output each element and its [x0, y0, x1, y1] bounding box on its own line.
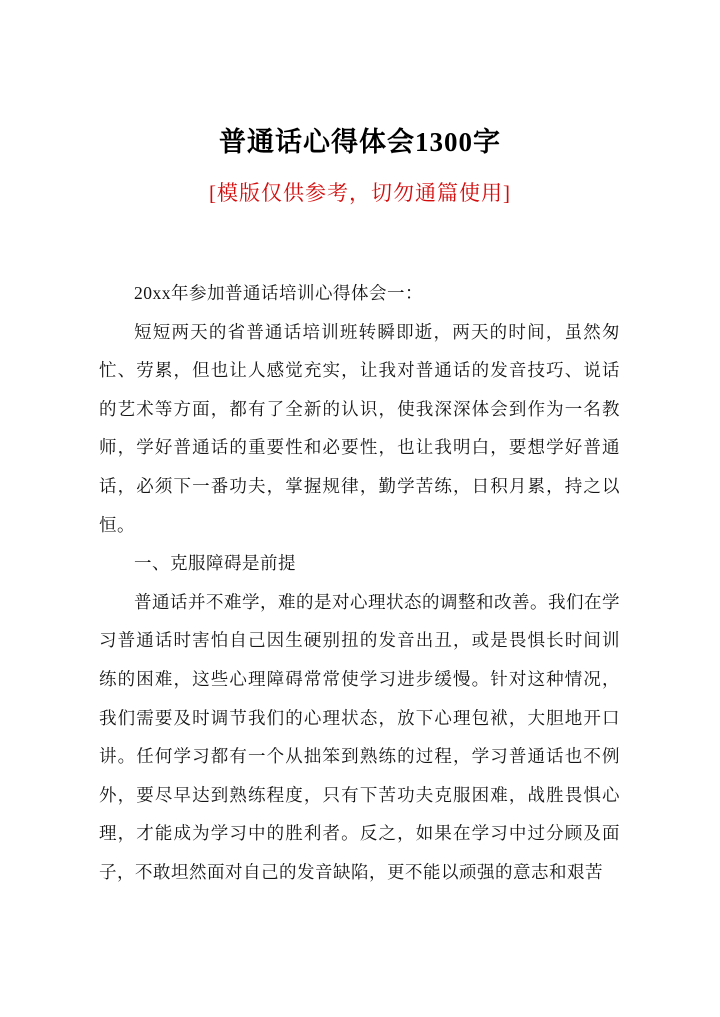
paragraph-body-2: 普通话并不难学，难的是对心理状态的调整和改善。我们在学习普通话时害怕自己因生硬别扭的发音出丑，或是畏惧长时间训练的困难，这些心理障碍常常使学习进步缓慢。针对这种情况，我们需要及时调节我们的心理状态，放下心理包袱，大胆地开口讲。任何学习都有一个从拙笨到熟练的过程，学习普通话也不例外，要尽早达到熟练程度，只有下苦功夫克服困难，战胜畏惧心理，才能成为学习中的胜利者。反之，如果在学习中过分顾及面子，不敢坦然面对自己的发音缺陷，更不能以顽强的意志和艰苦: [99, 591, 620, 882]
paragraph-section-heading: 一、克服障碍是前提: [134, 553, 296, 574]
paragraph-intro: 20xx年参加普通话培训心得体会一：: [134, 283, 423, 303]
paragraph-body-1: 短短两天的省普通话培训班转瞬即逝，两天的时间，虽然匆忙、劳累，但也让人感觉充实，让我对普通话的发音技巧、说话的艺术等方面，都有了全新的认识，使我深深体会到作为一名教师，学好普通话的重要性和必要性，也让我明白，要想学好普通话，必须下一番功夫，掌握规律，勤学苦练，日积月累，持之以恒。: [99, 321, 620, 535]
document-title: 普通话心得体会1300字: [219, 127, 501, 157]
document-subtitle: [模版仅供参考，切勿通篇使用]: [209, 181, 511, 205]
document-body: [99, 274, 620, 892]
